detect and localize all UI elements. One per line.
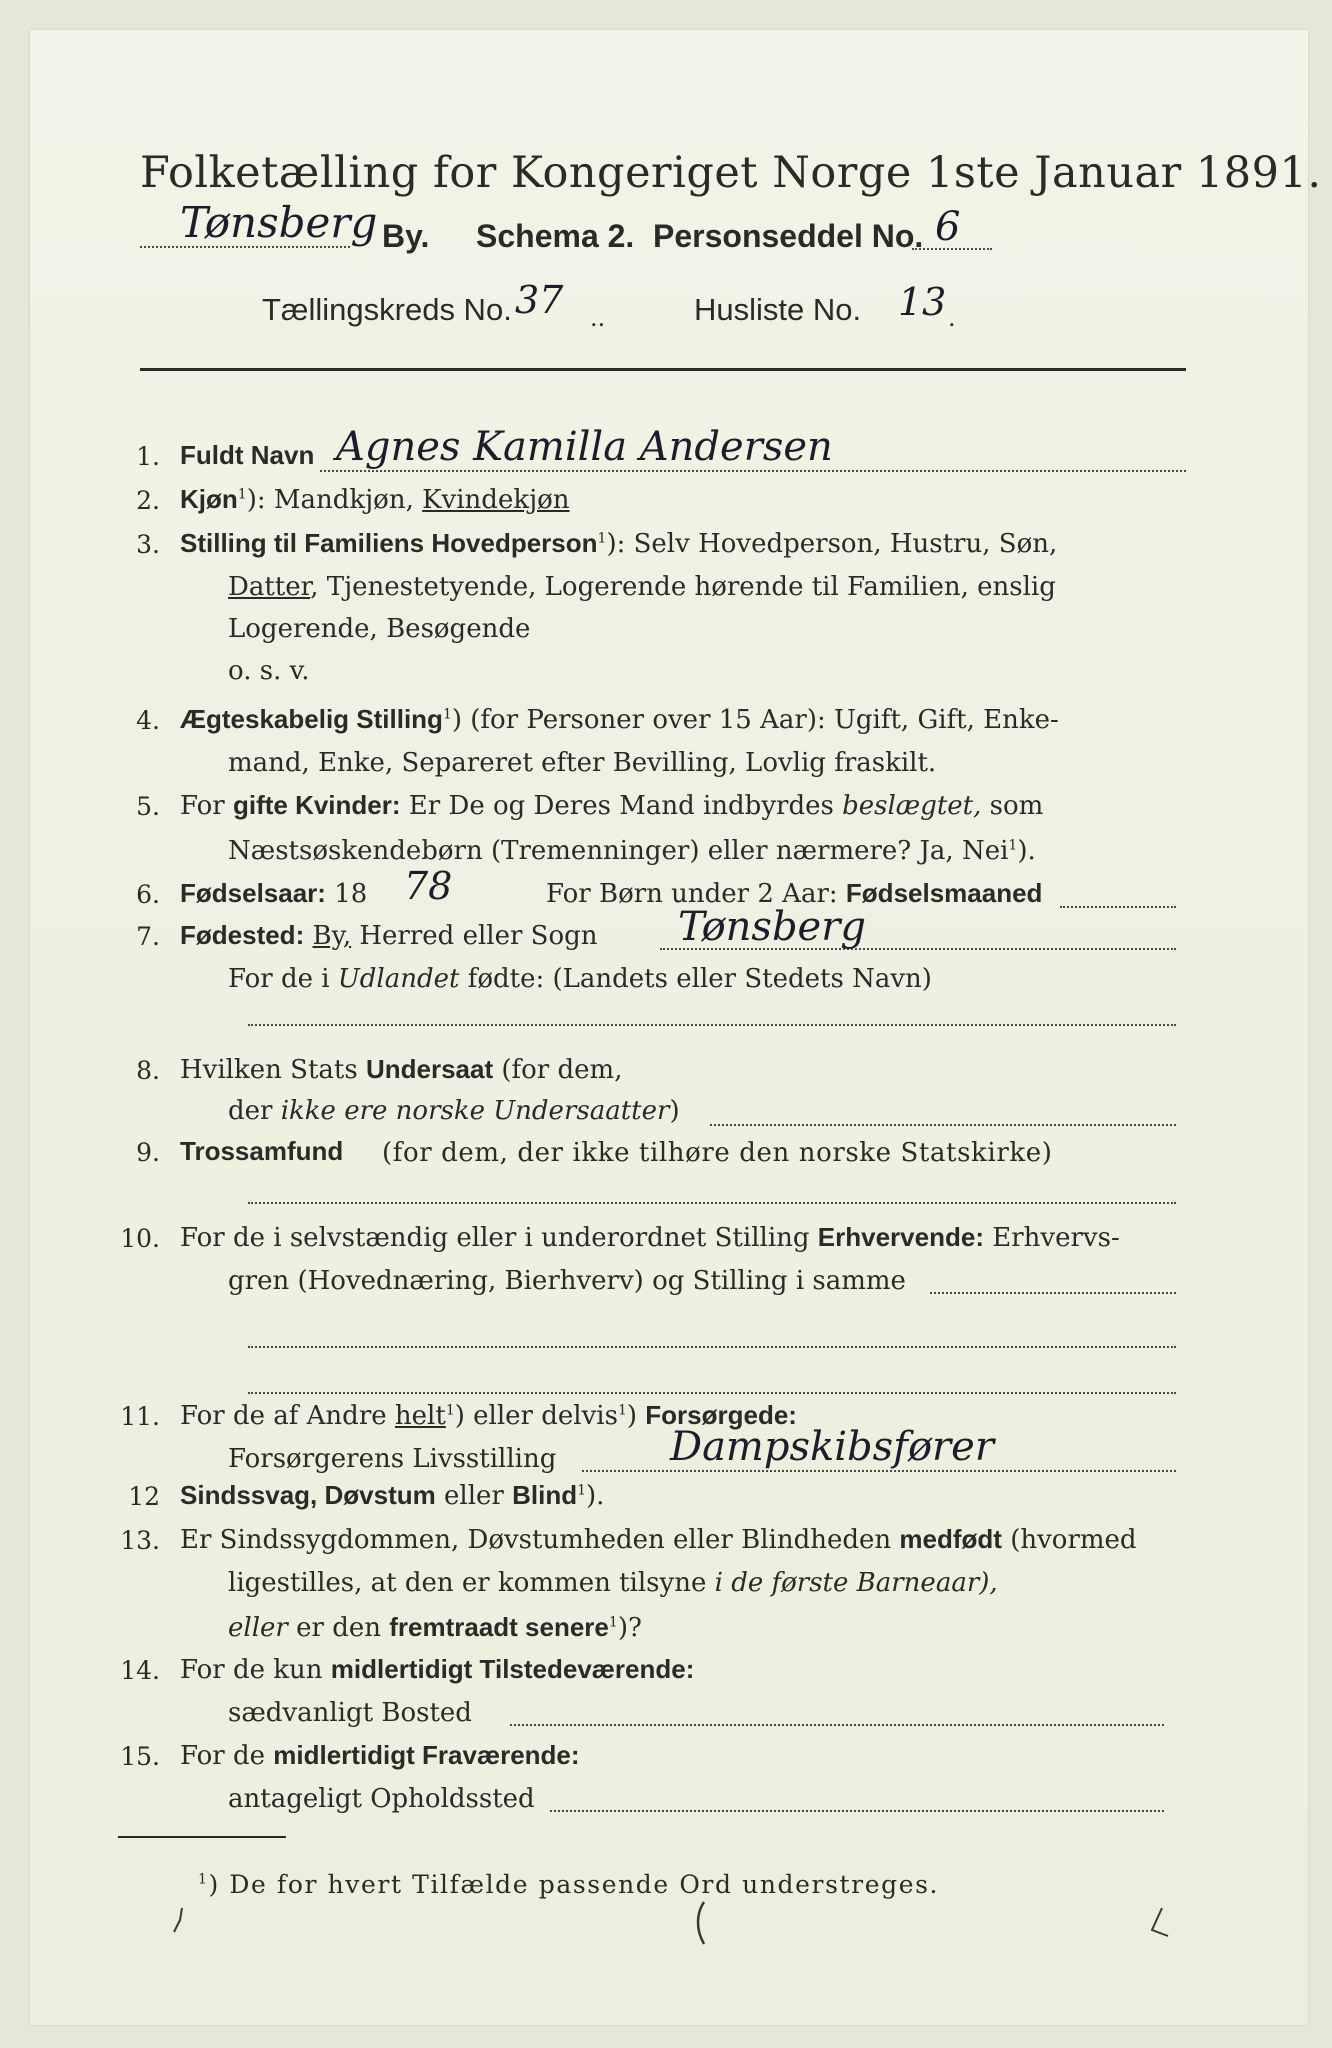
q14-line2: sædvanligt Bosted	[228, 1698, 472, 1728]
q11-l1b: ) eller delvis	[454, 1401, 618, 1431]
q5-line2	[228, 836, 1036, 866]
q12-label2: Blind	[512, 1480, 578, 1510]
q1-dots	[320, 470, 1186, 472]
q12-number: 12	[128, 1482, 160, 1511]
q5-pre: For	[180, 791, 233, 821]
q14-dots	[510, 1724, 1164, 1726]
personseddel-number: 6	[935, 204, 961, 250]
q15-number: 15.	[120, 1742, 160, 1771]
q9-rest: (for dem, der ikke tilhøre den norske Statskirke)	[382, 1138, 1053, 1168]
q13-label: medfødt	[899, 1524, 1002, 1554]
q1-answer: Agnes Kamilla Andersen	[336, 424, 833, 470]
stray-mark-center	[690, 1900, 720, 1950]
q3-sup: 1	[597, 530, 607, 547]
q10-dots2	[248, 1346, 1176, 1348]
q15-dots	[550, 1810, 1164, 1812]
q6-dots	[1060, 906, 1176, 908]
q1-label: Fuldt Navn	[180, 440, 315, 470]
q10-dots	[930, 1292, 1176, 1294]
q9-dots	[248, 1202, 1176, 1204]
q13-l2a: ligestilles, at den er kommen tilsyne	[228, 1568, 715, 1598]
q8-number: 8.	[136, 1056, 160, 1085]
q7-dots2	[248, 1024, 1176, 1026]
q7-l2c: fødte: (Landets eller Stedets Navn)	[459, 964, 932, 994]
q6-label: Fødselsaar:	[180, 878, 326, 908]
q4-line2: mand, Enke, Separeret efter Bevilling, Lovlig fraskilt.	[228, 748, 937, 778]
header-rule	[140, 368, 1186, 371]
taellingskreds-label: Tællingskreds No.	[262, 292, 512, 327]
q5-l2end: ).	[1017, 836, 1036, 866]
q7-line1	[180, 920, 598, 951]
q5-l1c: som	[981, 791, 1044, 821]
q8-l1b: (for dem,	[493, 1055, 623, 1085]
q3-line4: o. s. v.	[228, 656, 310, 686]
q14-line1	[180, 1654, 694, 1685]
footnote-sup: 1	[198, 1871, 209, 1888]
q6-line	[180, 878, 367, 909]
q11-number: 11.	[120, 1402, 160, 1431]
q6-year-prefix: 18	[334, 879, 368, 909]
husliste-label: Husliste No.	[694, 292, 862, 327]
q4-l1: ) (for Personer over 15 Aar): Ugift, Gift, Enke-	[451, 705, 1059, 735]
q11-line2: Forsørgerens Livsstilling	[228, 1444, 557, 1474]
q7-by: By,	[312, 921, 352, 951]
q13-l3c: )?	[617, 1613, 642, 1643]
q10-l1b: Erhvervs-	[983, 1223, 1120, 1253]
q11-helt: helt	[394, 1401, 446, 1431]
q8-line2	[228, 1096, 680, 1126]
q9-label: Trossamfund	[180, 1136, 344, 1166]
q9-number: 9.	[136, 1138, 160, 1167]
q8-line1	[180, 1054, 622, 1085]
q8-dots	[710, 1124, 1176, 1126]
q10-number: 10.	[120, 1224, 160, 1253]
place-handwritten: Tønsberg	[180, 198, 378, 247]
q2-kvindekjon: Kvindekjøn	[422, 485, 570, 515]
q7-l2a: For de i	[228, 964, 338, 994]
q8-l2c: )	[669, 1096, 680, 1126]
q6-year-hand: 78	[404, 864, 453, 908]
q8-l1a: Hvilken Stats	[180, 1055, 366, 1085]
q11-answer: Dampskibsfører	[670, 1424, 994, 1470]
q13-l3b: er den	[287, 1613, 390, 1643]
q5-number: 5.	[136, 792, 160, 821]
q2-rest: ): Mandkjøn,	[246, 485, 423, 515]
q8-label: Undersaat	[365, 1054, 494, 1084]
q5-l2: Næstsøskendebørn (Tremenninger) eller nærmere? Ja, Nei	[228, 836, 1009, 866]
q15-line2: antageligt Opholdssted	[228, 1784, 535, 1814]
q13-number: 13.	[120, 1526, 160, 1555]
q5-sup: 1	[1008, 837, 1018, 854]
q2-number: 2.	[136, 486, 160, 515]
q11-l1c: )	[626, 1401, 646, 1431]
footnote	[198, 1870, 939, 1899]
personseddel-label: Personseddel No.	[653, 218, 924, 254]
stray-mark-left	[170, 1906, 190, 1936]
by-label: By.	[382, 218, 430, 254]
q10-line1	[180, 1222, 1120, 1253]
q15-label: midlertidigt Fraværende:	[273, 1740, 580, 1770]
schema-label: Schema 2.	[476, 218, 635, 254]
husliste-dots: .	[948, 304, 956, 332]
q5-l1a: Er De og Deres Mand indbyrdes	[400, 791, 843, 821]
q10-dots3	[248, 1392, 1176, 1394]
q12-end: ).	[586, 1481, 605, 1511]
q1-number: 1.	[136, 442, 160, 471]
q14-number: 14.	[120, 1656, 160, 1685]
taellingskreds-dots: ..	[590, 304, 606, 332]
q10-label: Erhvervende:	[817, 1222, 984, 1252]
q3-line3: Logerende, Besøgende	[228, 614, 531, 644]
q13-l2b: i de første Barneaar),	[714, 1568, 998, 1598]
q3-label: Stilling til Familiens Hovedperson	[180, 528, 598, 558]
q13-line1	[180, 1524, 1137, 1555]
q7-rest: Herred eller Sogn	[351, 921, 598, 951]
taellingskreds-number: 37	[515, 278, 564, 322]
q3-line2	[228, 572, 1056, 602]
q11-sup: 1	[445, 1402, 455, 1419]
footnote-rule	[118, 1836, 286, 1838]
q4-sup: 1	[442, 706, 452, 723]
q6-mid: For Børn under 2 Aar:	[546, 879, 838, 909]
q8-l2b: ikke ere norske Undersaatter	[280, 1096, 670, 1126]
census-form	[30, 30, 1322, 2025]
q2-line	[180, 484, 570, 515]
q11-l1a: For de af Andre	[180, 1401, 395, 1431]
q13-l1b: (hvormed	[1001, 1525, 1137, 1555]
footnote-text: ) De for hvert Tilfælde passende Ord understreges.	[208, 1870, 940, 1899]
q7-udlandet: Udlandet	[337, 964, 460, 994]
q12-label: Sindssvag, Døvstum	[180, 1480, 436, 1510]
q3-datter: Datter	[228, 572, 311, 602]
q11-dots	[582, 1470, 1176, 1472]
stray-mark-right	[1144, 1906, 1174, 1946]
q6-label2: Fødselsmaaned	[845, 878, 1043, 908]
q2-label: Kjøn	[180, 484, 238, 514]
q7-number: 7.	[136, 922, 160, 951]
q2-sup: 1	[237, 486, 247, 503]
q10-l1a: For de i selvstændig eller i underordnet Stilling	[180, 1223, 818, 1253]
q7-answer: Tønsberg	[678, 904, 866, 950]
q15-pre: For de	[180, 1741, 274, 1771]
q11-sup2: 1	[617, 1402, 627, 1419]
husliste-number: 13	[898, 280, 947, 324]
q4-label: Ægteskabelig Stilling	[180, 704, 443, 734]
q6-number: 6.	[136, 880, 160, 909]
form-title: Folketælling for Kongeriget Norge 1ste Januar 1891.	[140, 148, 1322, 198]
q8-l2a: der	[228, 1096, 281, 1126]
q11-label: Forsørgede:	[645, 1400, 797, 1430]
q3-line1	[180, 528, 1057, 559]
q13-line3	[228, 1612, 642, 1643]
q10-line2: gren (Hovednæring, Bierhverv) og Stilling i samme	[228, 1266, 906, 1296]
q4-number: 4.	[136, 706, 160, 735]
q5-l1b: beslægtet,	[842, 791, 982, 821]
q4-line1	[180, 704, 1059, 735]
q13-line2	[228, 1568, 998, 1598]
q13-l1a: Er Sindssygdommen, Døvstumheden eller Blindheden	[180, 1525, 900, 1555]
q14-pre: For de kun	[180, 1655, 331, 1685]
q5-label: gifte Kvinder:	[232, 790, 401, 820]
q3-l1: ): Selv Hovedperson, Hustru, Søn,	[606, 529, 1058, 559]
q12-line	[180, 1480, 604, 1511]
q15-line1	[180, 1740, 580, 1771]
q3-l2: , Tjenestetyende, Logerende hørende til Familien, enslig	[310, 572, 1056, 602]
q13-label2: fremtraadt senere	[389, 1612, 609, 1642]
q3-number: 3.	[136, 530, 160, 559]
q13-eller: eller	[228, 1613, 288, 1643]
q14-label: midlertidigt Tilstedeværende:	[330, 1654, 695, 1684]
q12-mid: eller	[435, 1481, 513, 1511]
q12-sup: 1	[577, 1482, 587, 1499]
q5-line1	[180, 790, 1043, 821]
q7-label: Fødested:	[180, 920, 305, 950]
q13-sup: 1	[608, 1614, 618, 1631]
q7-line2	[228, 964, 932, 994]
